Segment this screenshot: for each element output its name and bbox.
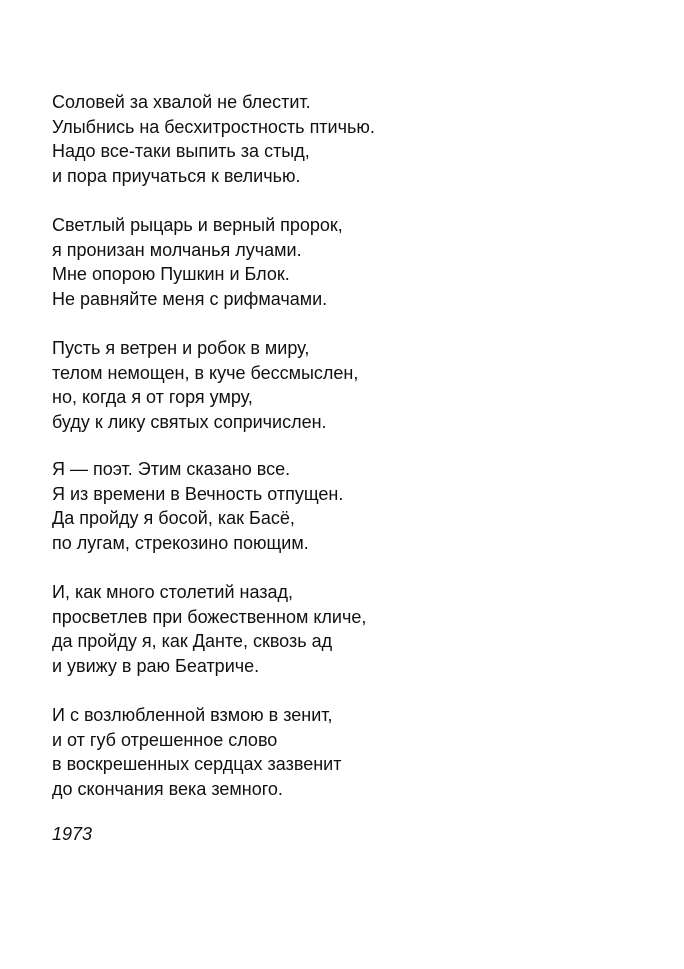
stanza xyxy=(52,336,358,434)
poem-line: Не равняйте меня с рифмачами. xyxy=(52,288,328,309)
poem-line: телом немощен, в куче бессмыслен, xyxy=(52,362,359,383)
stanza xyxy=(52,703,341,801)
poem-line: и увижу в раю Беатриче. xyxy=(52,655,260,676)
poem-line: Я — поэт. Этим сказано все. xyxy=(52,459,291,479)
poem-line: и от губ отрешенное слово xyxy=(52,729,278,750)
poem-line: Улыбнись на бесхитростность птичью. xyxy=(52,116,375,137)
poem-line: Мне опорою Пушкин и Блок. xyxy=(52,264,290,285)
poem-line: но, когда я от горя умру, xyxy=(52,387,253,408)
poem-line: до скончания века земного. xyxy=(52,778,283,799)
poem-line: в воскрешенных сердцах зазвенит xyxy=(52,754,342,775)
stanza xyxy=(52,580,366,678)
poem-line: по лугам, стрекозино поющим. xyxy=(52,532,309,553)
poem-line: Да пройду я босой, как Басё, xyxy=(52,508,295,529)
poem-line: Надо все-таки выпить за стыд, xyxy=(52,141,310,162)
poem-line: Я из времени в Вечность отпущен. xyxy=(52,483,344,504)
stanza xyxy=(52,457,343,555)
poem-line: Пусть я ветрен и робок в миру, xyxy=(52,338,310,358)
poem-line: и пора приучаться к величью. xyxy=(52,165,301,186)
stanza xyxy=(52,90,375,188)
stanza xyxy=(52,213,343,311)
poem-line: буду к лику святых сопричислен. xyxy=(52,411,327,432)
poem-line: И с возлюбленной взмою в зенит, xyxy=(52,705,333,725)
poem-line: просветлев при божественном кличе, xyxy=(52,606,367,627)
poem-line: И, как много столетий назад, xyxy=(52,582,294,602)
poem-line: Светлый рыцарь и верный пророк, xyxy=(52,215,343,235)
poem-line: да пройду я, как Данте, сквозь ад xyxy=(52,631,333,652)
poem-line: Соловей за хвалой не блестит. xyxy=(52,92,311,112)
poem-year: 1973 xyxy=(52,824,93,844)
poem-line: я пронизан молчанья лучами. xyxy=(52,239,302,260)
